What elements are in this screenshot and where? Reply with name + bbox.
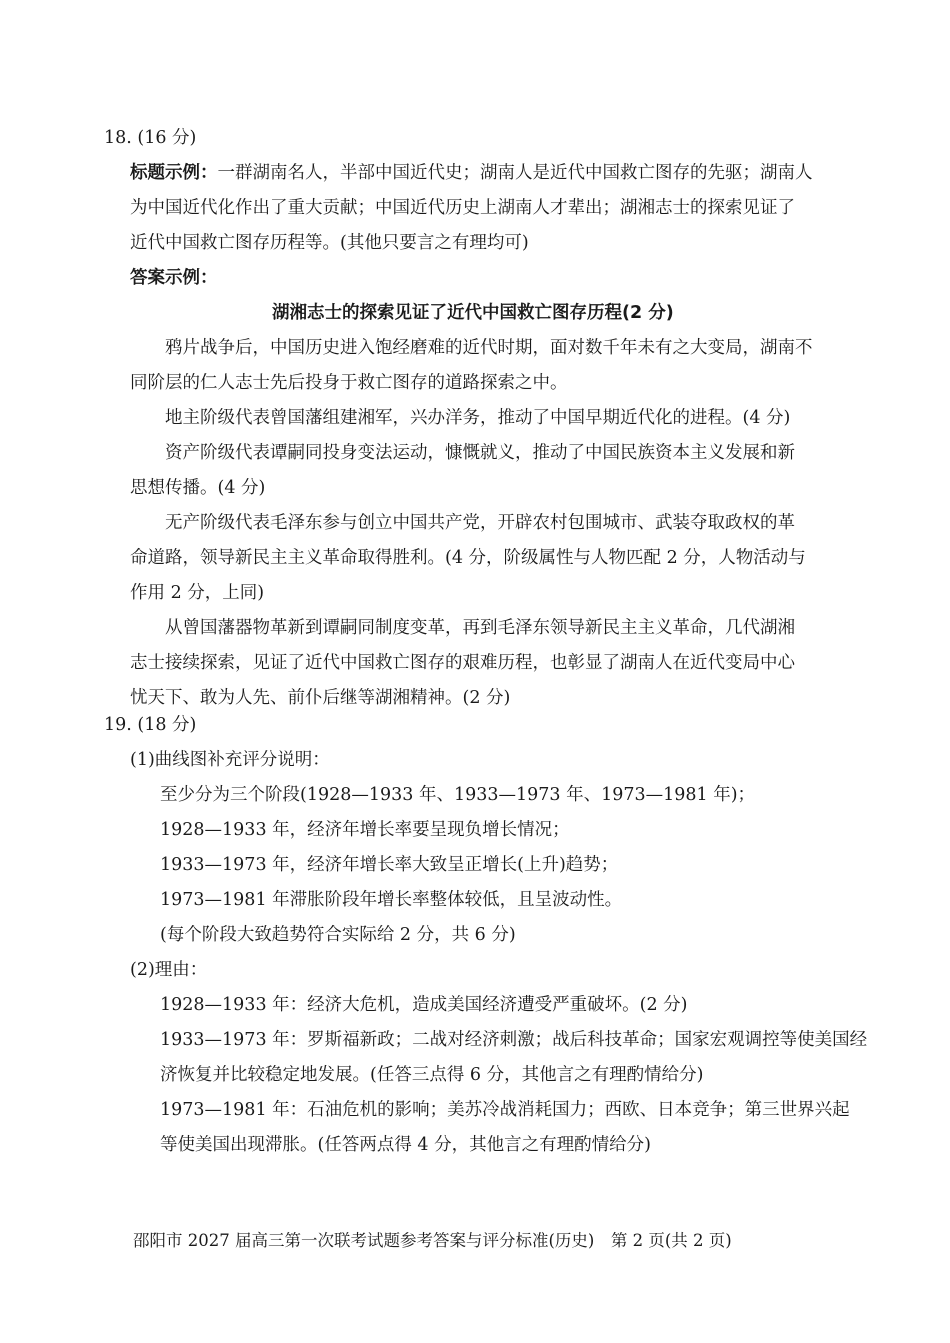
q18-paragraph5-line1: 从曾国藩器物革新到谭嗣同制度变革，再到毛泽东领导新民主主义革命，几代湖湘	[165, 618, 795, 638]
q19-part1-line2: 1928—1933 年，经济年增长率要呈现负增长情况；	[160, 820, 570, 840]
q18-paragraph4-line2: 命道路，领导新民主主义革命取得胜利。(4 分，阶级属性与人物匹配 2 分，人物活动与	[130, 548, 806, 568]
q18-title-examples-line3: 近代中国救亡图存历程等。(其他只要言之有理均可)	[130, 233, 529, 253]
q19-part2-line1: 1928—1933 年：经济大危机，造成美国经济遭受严重破坏。(2 分)	[160, 995, 688, 1015]
q19-part2-line5: 等使美国出现滞胀。(任答两点得 4 分，其他言之有理酌情给分)	[160, 1135, 651, 1155]
q18-paragraph4-line3: 作用 2 分，上同)	[130, 583, 265, 603]
title-examples-label: 标题示例：	[130, 163, 218, 183]
q19-part1-label: (1)曲线图补充评分说明：	[130, 750, 330, 770]
q19-part1-line4: 1973—1981 年滞胀阶段年增长率整体较低，且呈波动性。	[160, 890, 623, 910]
q18-paragraph3-line2: 思想传播。(4 分)	[130, 478, 266, 498]
q19-part1-line3: 1933—1973 年，经济年增长率大致呈正增长(上升)趋势；	[160, 855, 619, 875]
title-examples-text: 一群湖南名人，半部中国近代史；湖南人是近代中国救亡图存的先驱；湖南人	[217, 163, 813, 183]
q19-part2-label: (2)理由：	[130, 960, 208, 980]
q18-paragraph1-line1: 鸦片战争后，中国历史进入饱经磨难的近代时期，面对数千年未有之大变局，湖南不	[165, 338, 813, 358]
answer-title: 湖湘志士的探索见证了近代中国救亡图存历程(2 分)	[272, 303, 674, 323]
q18-title-examples-line1	[130, 161, 813, 185]
q19-part2-line4: 1973—1981 年：石油危机的影响；美苏冷战消耗国力；西欧、日本竞争；第三世界兴起	[160, 1100, 850, 1120]
page-footer: 邵阳市 2027 届高三第一次联考试题参考答案与评分标准(历史) 第 2 页(共 2 页)	[133, 1231, 732, 1250]
answer-examples-label: 答案示例：	[130, 268, 218, 288]
q19-part1-line1: 至少分为三个阶段(1928—1933 年、1933—1973 年、1973—1981 年)；	[160, 785, 756, 805]
q18-paragraph3-line1: 资产阶级代表谭嗣同投身变法运动，慷慨就义，推动了中国民族资本主义发展和新	[165, 443, 795, 463]
q18-paragraph5-line2: 志士接续探索，见证了近代中国救亡图存的艰难历程，也彰显了湖南人在近代变局中心	[130, 653, 795, 673]
q18-title-examples-line2: 为中国近代化作出了重大贡献；中国近代历史上湖南人才辈出；湖湘志士的探索见证了	[130, 198, 795, 218]
q18-paragraph4-line1: 无产阶级代表毛泽东参与创立中国共产党，开辟农村包围城市、武装夺取政权的革	[165, 513, 795, 533]
q18-paragraph5-line3: 忧天下、敢为人先、前仆后继等湖湘精神。(2 分)	[130, 688, 511, 708]
q19-part2-line2: 1933—1973 年：罗斯福新政；二战对经济刺激；战后科技革命；国家宏观调控等使美国经	[160, 1030, 868, 1050]
q18-number: 18. (16 分)	[104, 128, 197, 148]
q19-number: 19. (18 分)	[104, 715, 197, 735]
q18-paragraph1-line2: 同阶层的仁人志士先后投身于救亡图存的道路探索之中。	[130, 373, 568, 393]
q19-part1-line5: (每个阶段大致趋势符合实际给 2 分，共 6 分)	[160, 925, 516, 945]
q19-part2-line3: 济恢复并比较稳定地发展。(任答三点得 6 分，其他言之有理酌情给分)	[160, 1065, 704, 1085]
q18-paragraph2-line1: 地主阶级代表曾国藩组建湘军，兴办洋务，推动了中国早期近代化的进程。(4 分)	[165, 408, 791, 428]
